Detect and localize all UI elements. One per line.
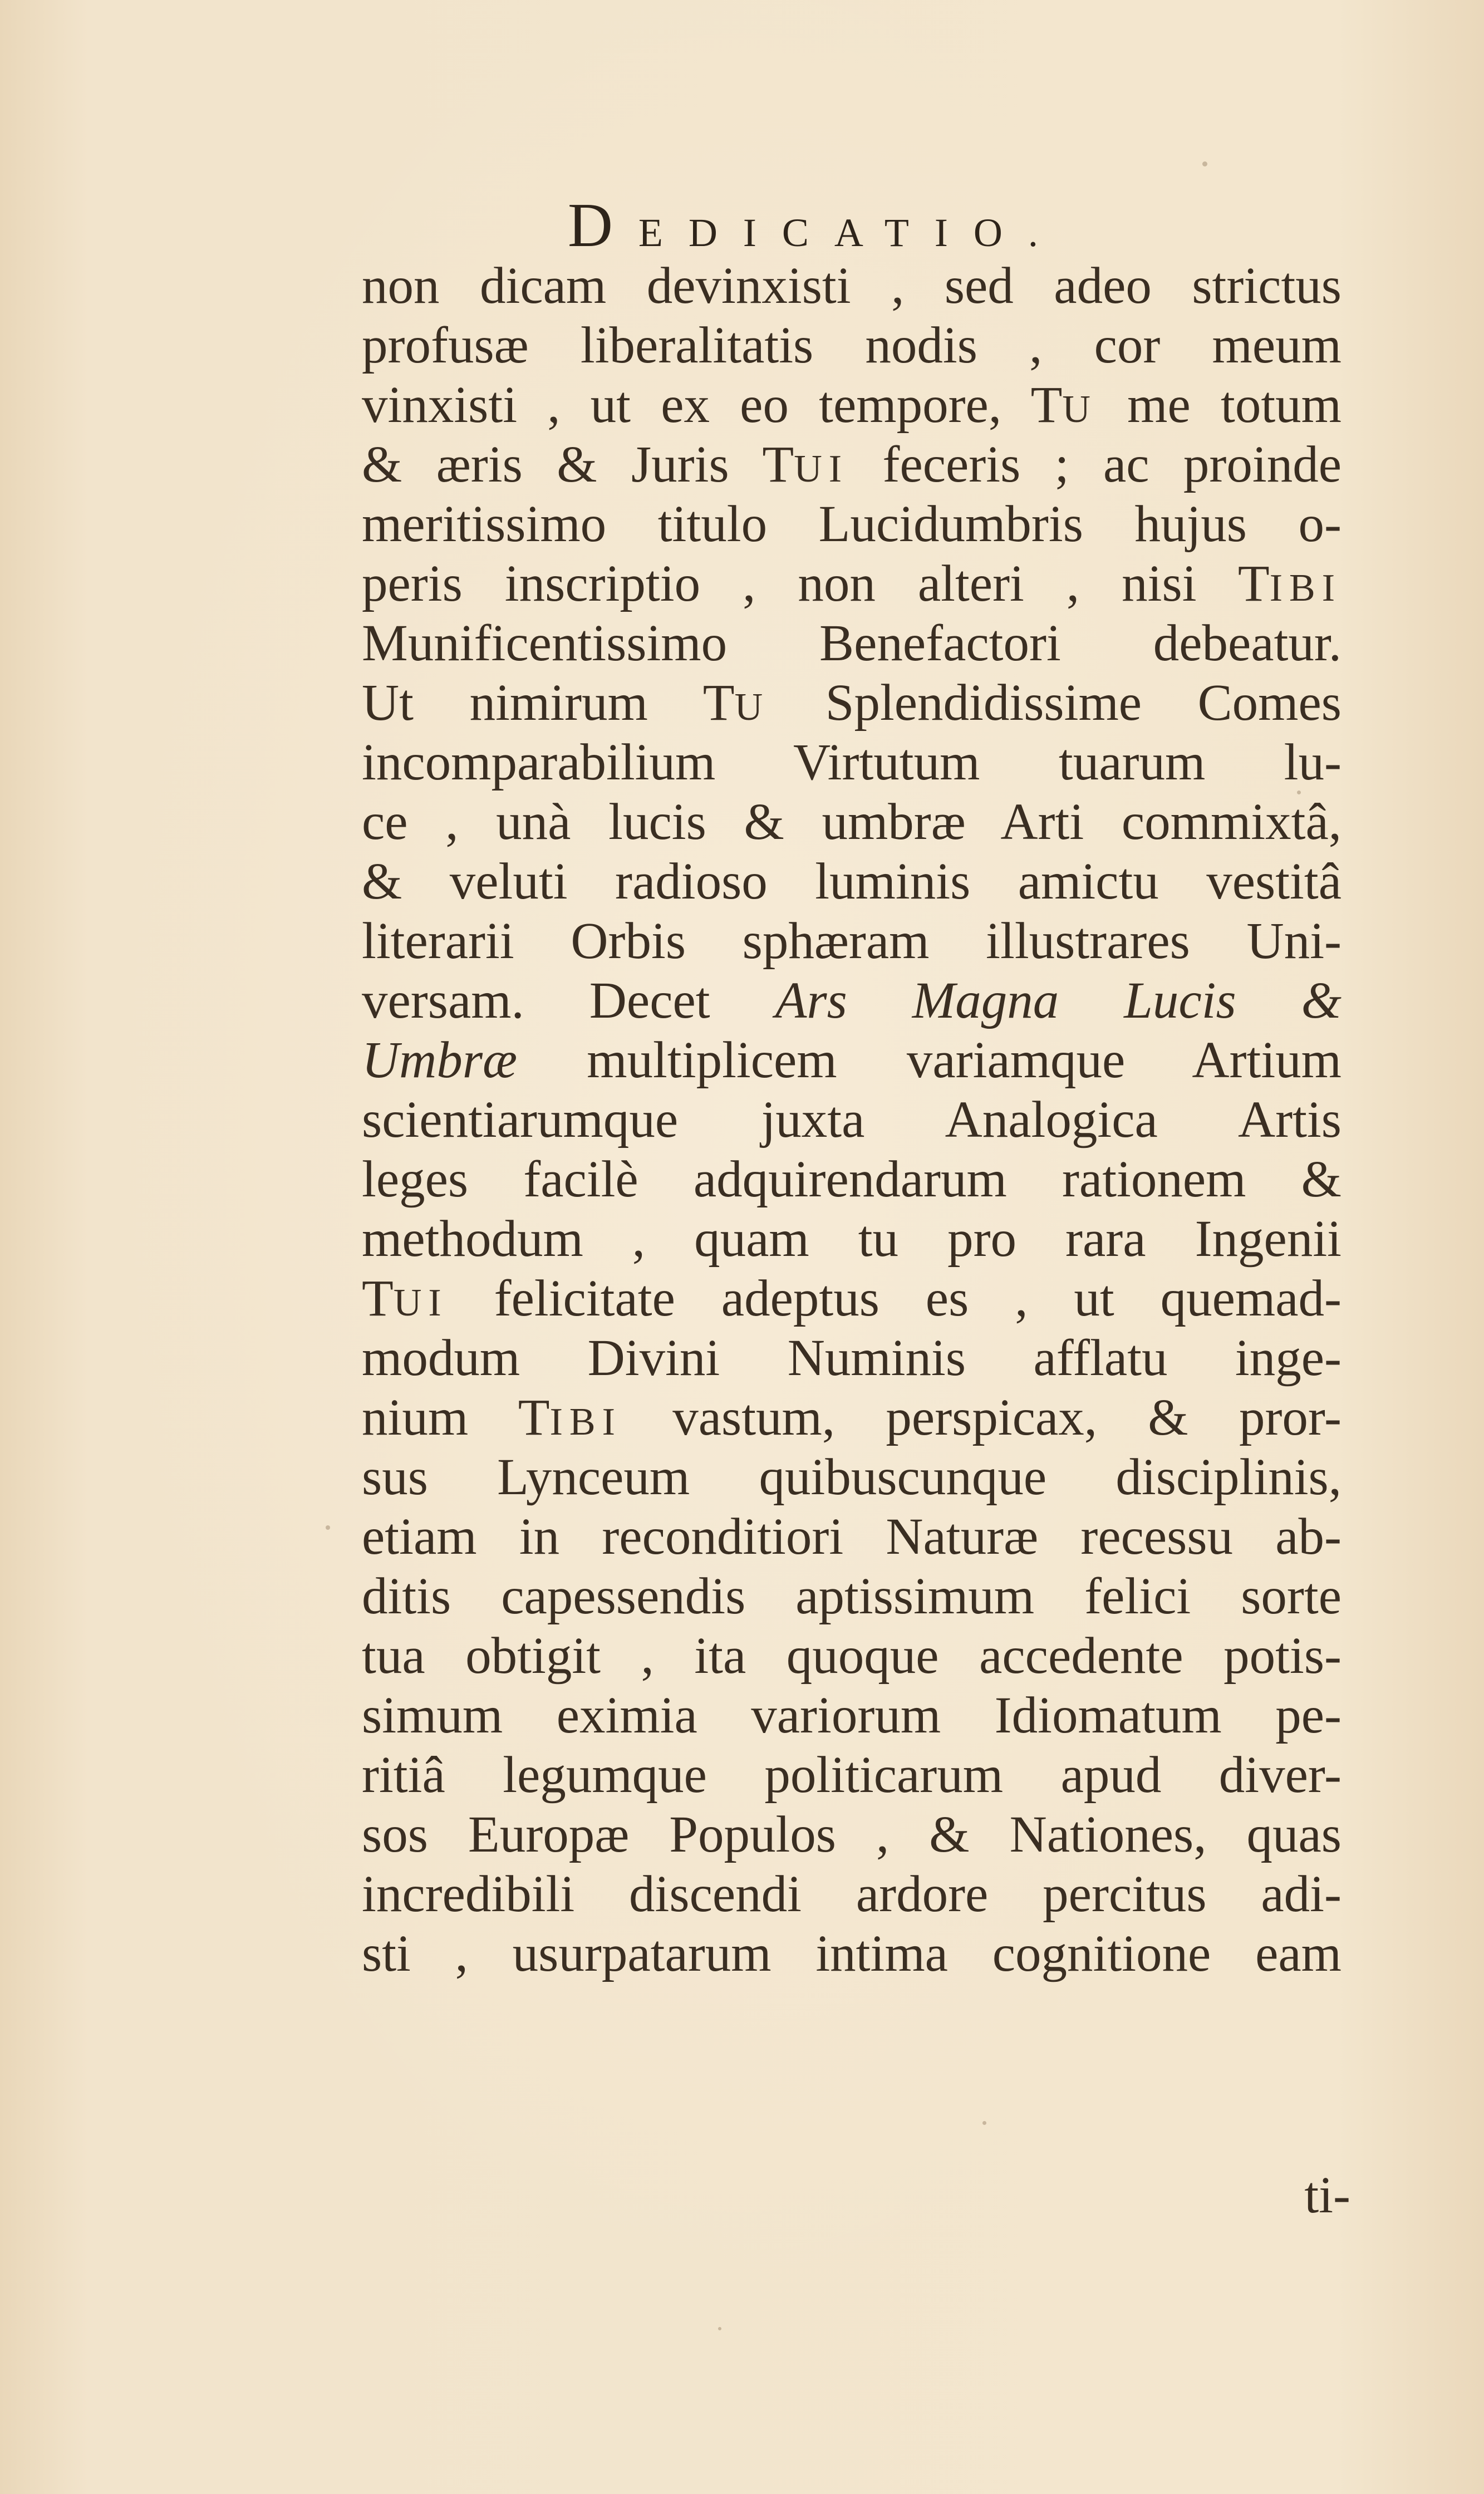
text-line — [362, 1864, 1342, 1924]
text-run: literarii Orbis sphæram illustrares Uni- — [362, 912, 1342, 970]
paper-spot — [326, 1525, 330, 1530]
text-run: T — [762, 436, 794, 493]
text-line — [362, 792, 1342, 852]
text-run: Umbræ — [362, 1032, 518, 1089]
text-line — [362, 1328, 1342, 1388]
text-run: scientiarumque juxta Analogica Artis — [362, 1091, 1342, 1148]
text-run: tua obtigit , ita quoque accedente potis- — [362, 1627, 1342, 1685]
text-line — [362, 1269, 1342, 1328]
text-run: non dicam devinxisti , sed adeo strictus — [362, 257, 1342, 315]
text-run: sus Lynceum quibuscunque disciplinis, — [362, 1449, 1342, 1506]
text-line — [362, 1209, 1342, 1269]
text-line — [362, 1626, 1342, 1686]
text-line — [362, 494, 1342, 554]
text-line — [362, 1507, 1342, 1567]
text-run: T — [518, 1389, 550, 1446]
text-run: ritiâ legumque politicarum apud diver- — [362, 1746, 1342, 1804]
catchword: ti- — [1304, 2167, 1350, 2224]
text-line — [362, 1686, 1342, 1745]
text-line — [362, 1388, 1342, 1447]
text-run: U — [1062, 388, 1097, 431]
text-run: nium — [362, 1389, 518, 1446]
text-line — [362, 911, 1342, 971]
text-run: Ars Magna Lucis & — [775, 972, 1342, 1029]
paper-spot — [1202, 161, 1207, 166]
text-run: peris inscriptio , non alteri , nisi — [362, 555, 1238, 612]
text-line — [362, 852, 1342, 911]
text-run: T — [362, 1270, 394, 1327]
text-line — [362, 673, 1342, 733]
running-head-initial: D — [568, 191, 638, 260]
text-line — [362, 1805, 1342, 1864]
text-run: UI — [794, 448, 849, 490]
text-run: IBI — [1269, 567, 1342, 610]
text-run: IBI — [549, 1401, 622, 1444]
text-run: etiam in reconditiori Naturæ recessu ab- — [362, 1508, 1342, 1565]
running-head-rest: EDICATIO. — [638, 210, 1064, 255]
text-line — [362, 1030, 1342, 1090]
text-run: feceris ; ac proinde — [848, 436, 1342, 493]
text-run: simum eximia variorum Idiomatum pe- — [362, 1687, 1342, 1744]
text-line — [362, 613, 1342, 673]
text-line — [362, 1924, 1342, 1984]
text-run: UI — [393, 1282, 448, 1324]
body-text — [362, 256, 1342, 1984]
text-run: sti , usurpatarum intima cognitione eam — [362, 1925, 1342, 1982]
text-run: & æris & Juris — [362, 436, 763, 493]
text-run: me totum — [1097, 376, 1342, 434]
paper-spot — [982, 2121, 986, 2125]
text-run: & veluti radioso luminis amictu vestitâ — [362, 853, 1342, 910]
text-line — [362, 1567, 1342, 1626]
text-line — [362, 733, 1342, 792]
text-line — [362, 256, 1342, 316]
text-run: multiplicem variamque Artium — [517, 1032, 1342, 1089]
text-run: ditis capessendis aptissimum felici sorte — [362, 1568, 1342, 1625]
text-line — [362, 435, 1342, 494]
text-run: T — [1030, 376, 1063, 434]
text-run: leges facilè adquirendarum rationem & — [362, 1151, 1342, 1208]
text-run: Ut nimirum — [362, 674, 703, 731]
text-run: vinxisti , ut ex eo tempore, — [362, 376, 1031, 434]
paper-spot — [718, 2327, 721, 2330]
text-run: incomparabilium Virtutum tuarum lu- — [362, 734, 1342, 791]
text-line — [362, 1090, 1342, 1150]
text-run: meritissimo titulo Lucidumbris hujus o- — [362, 495, 1342, 553]
text-line — [362, 554, 1342, 613]
text-run: Splendidissime Comes — [769, 674, 1342, 731]
text-run: ce , unà lucis & umbræ Arti commixtâ, — [362, 793, 1342, 851]
text-line — [362, 1745, 1342, 1805]
text-run: vastum, perspicax, & pror- — [621, 1389, 1342, 1446]
text-run: felicitate adeptus es , ut quemad- — [448, 1270, 1342, 1327]
text-run: U — [734, 686, 770, 729]
text-run: incredibili discendi ardore percitus adi- — [362, 1865, 1342, 1923]
text-run: Munificentissimo Benefactori debeatur. — [362, 615, 1342, 672]
text-run: profusæ liberalitatis nodis , cor meum — [362, 317, 1342, 374]
text-run: T — [702, 674, 735, 731]
text-run: sos Europæ Populos , & Nationes, quas — [362, 1806, 1342, 1863]
text-line — [362, 1447, 1342, 1507]
text-run: T — [1237, 555, 1270, 612]
text-run: modum Divini Numinis afflatu inge- — [362, 1329, 1342, 1387]
running-head — [568, 191, 1180, 260]
text-line — [362, 316, 1342, 375]
text-line — [362, 971, 1342, 1030]
text-run: methodum , quam tu pro rara Ingenii — [362, 1210, 1342, 1268]
text-run: versam. Decet — [362, 972, 775, 1029]
text-line — [362, 375, 1342, 435]
text-line — [362, 1150, 1342, 1209]
